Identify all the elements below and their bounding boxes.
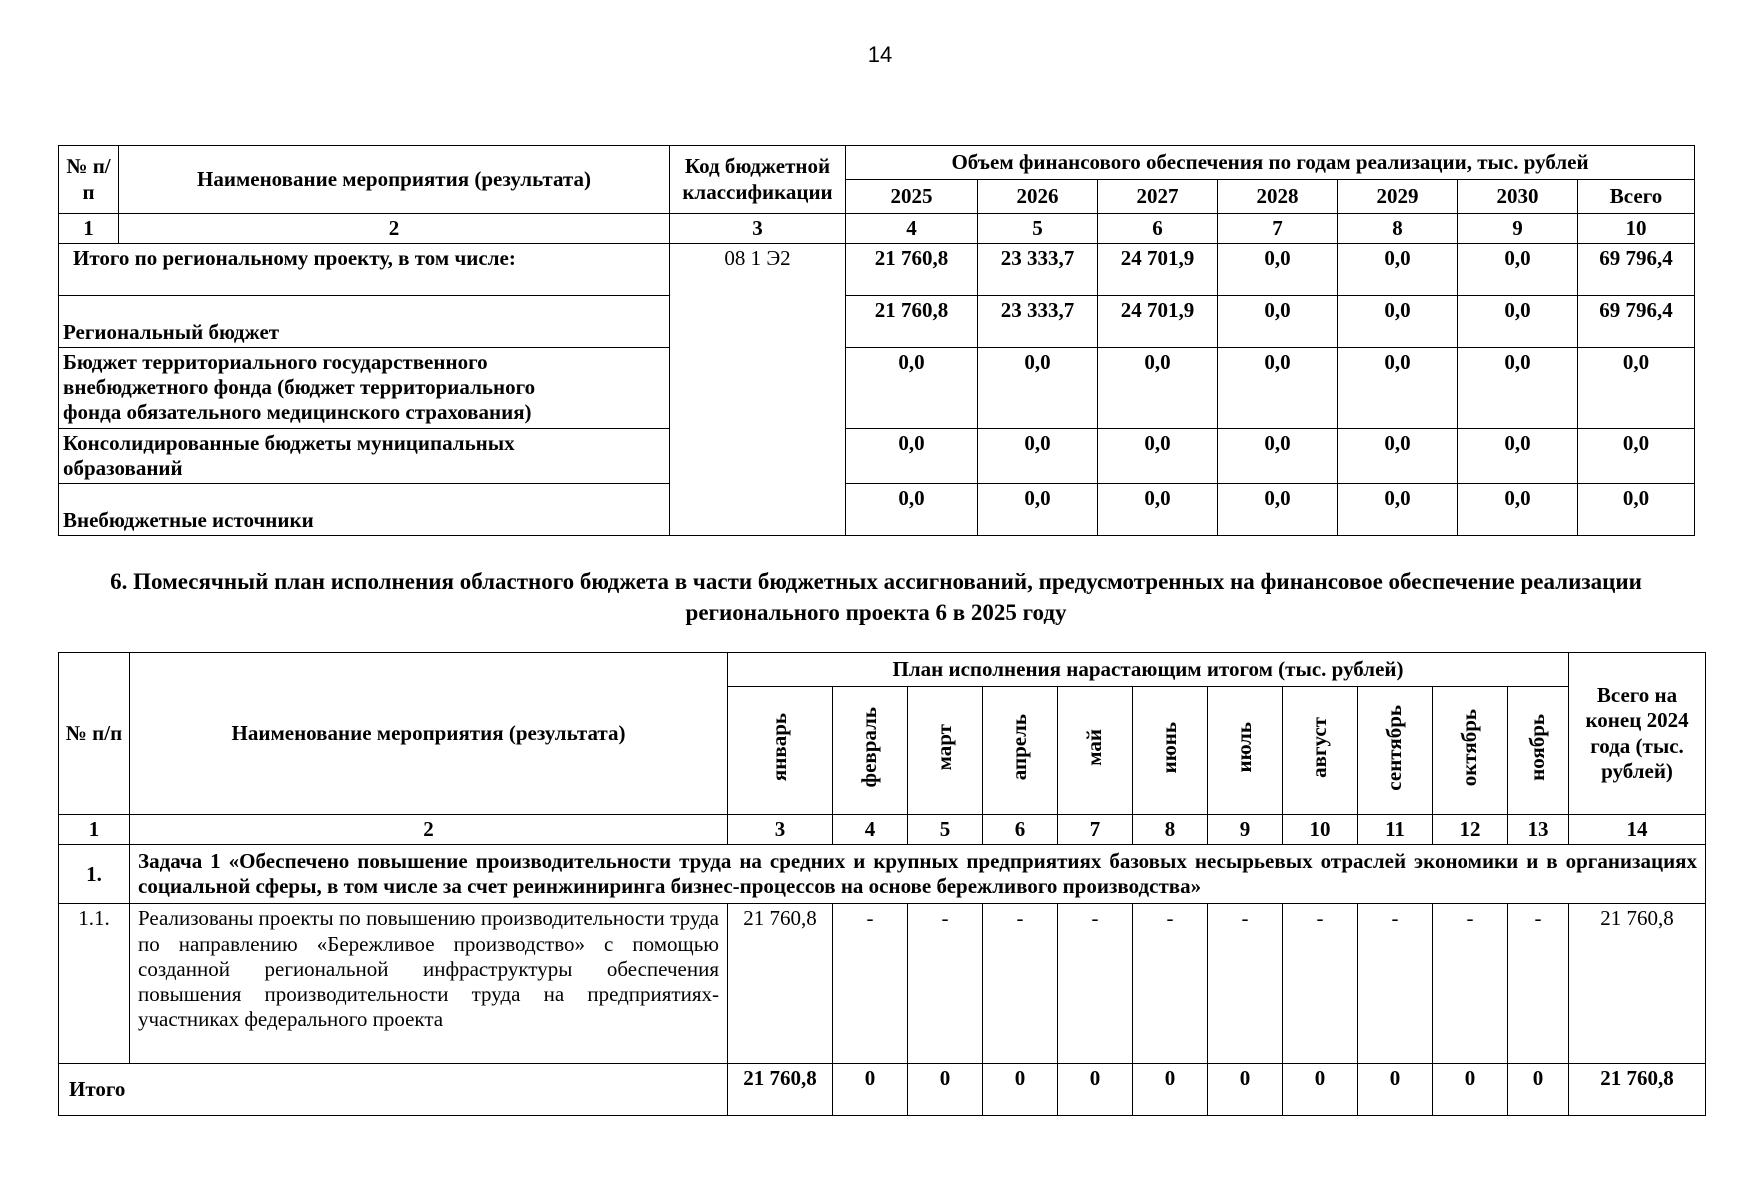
header-month: март (908, 687, 983, 815)
col-number: 7 (1058, 815, 1133, 845)
cell-value: 0 (983, 1064, 1058, 1116)
row-name: Итого по региональному проекту, в том числе: (59, 244, 670, 296)
col-number: 10 (1578, 214, 1695, 244)
cell-value: - (1283, 904, 1358, 1064)
col-number: 2 (130, 815, 728, 845)
col-number: 3 (728, 815, 833, 845)
header-year: 2028 (1218, 180, 1338, 214)
cell-value: - (1433, 904, 1508, 1064)
table-row (59, 244, 1695, 296)
cell-value: - (833, 904, 908, 1064)
header-month: январь (728, 687, 833, 815)
header-month: август (1283, 687, 1358, 815)
col-number: 1 (59, 214, 119, 244)
col-number: 2 (119, 214, 670, 244)
row-name: Внебюджетные источники (59, 483, 670, 535)
col-number: 10 (1283, 815, 1358, 845)
cell-value: 0,0 (1578, 483, 1695, 535)
cell-value: 0,0 (1338, 483, 1458, 535)
header-month: февраль (833, 687, 908, 815)
header-name: Наименование мероприятия (результата) (119, 146, 670, 214)
cell-value: 23 333,7 (978, 296, 1098, 348)
cell-value: 21 760,8 (846, 244, 978, 296)
col-number: 6 (983, 815, 1058, 845)
col-number: 5 (908, 815, 983, 845)
header-code: Код бюджетной классификации (670, 146, 846, 214)
header-month: апрель (983, 687, 1058, 815)
cell-value: 0,0 (1338, 348, 1458, 429)
table-row (59, 348, 1695, 429)
row-name: Бюджет территориального государственного внебюджетного фонда (бюджет территориального фонда обязательного медицинского страхования) (59, 348, 670, 429)
row-name: Консолидированные бюджеты муниципальных образований (59, 428, 670, 483)
financing-table (58, 145, 1695, 536)
col-number: 11 (1358, 815, 1433, 845)
section-title: 6. Помесячный план исполнения областного бюджета в части бюджетных ассигнований, предусмотренных на финансовое обеспечение реализации регионального проекта 6 в 2025 году (110, 569, 1642, 625)
cell-value: 0,0 (846, 348, 978, 429)
cell-value: 0,0 (1458, 428, 1578, 483)
cell-total: 21 760,8 (1569, 904, 1706, 1064)
header-month: ноябрь (1508, 687, 1569, 815)
cell-value: 0 (1133, 1064, 1208, 1116)
cell-value: - (1133, 904, 1208, 1064)
col-number: 4 (833, 815, 908, 845)
table-row (59, 483, 1695, 535)
item-num: 1.1. (59, 904, 130, 1064)
table-row (59, 904, 1706, 1064)
cell-value: 0,0 (1218, 483, 1338, 535)
cell-value: - (1208, 904, 1283, 1064)
header-month: июль (1208, 687, 1283, 815)
cell-value: - (1508, 904, 1569, 1064)
cell-value: 0,0 (1218, 348, 1338, 429)
cell-value: 23 333,7 (978, 244, 1098, 296)
cell-value: 24 701,9 (1098, 296, 1218, 348)
col-number: 8 (1133, 815, 1208, 845)
header-total: Всего (1578, 180, 1695, 214)
cell-value: 0 (1283, 1064, 1358, 1116)
cell-value: 0,0 (978, 348, 1098, 429)
cell-value: 0,0 (1218, 296, 1338, 348)
cell-value: 0,0 (1098, 428, 1218, 483)
col-number: 6 (1098, 214, 1218, 244)
page-number: 14 (867, 42, 893, 67)
itogo-row (59, 1064, 1706, 1116)
cell-value: - (908, 904, 983, 1064)
header-name: Наименование мероприятия (результата) (130, 653, 728, 815)
cell-value: - (1058, 904, 1133, 1064)
col-number: 13 (1508, 815, 1569, 845)
task-num: 1. (59, 845, 130, 904)
header-month: июнь (1133, 687, 1208, 815)
itogo-label: Итого (59, 1064, 728, 1116)
cell-value: 0,0 (1458, 244, 1578, 296)
col-number: 9 (1208, 815, 1283, 845)
cell-value: 0,0 (1098, 483, 1218, 535)
cell-value: 0,0 (1098, 348, 1218, 429)
cell-value: 0 (833, 1064, 908, 1116)
cell-value: - (983, 904, 1058, 1064)
header-num: № п/п (59, 653, 130, 815)
col-number: 9 (1458, 214, 1578, 244)
cell-value: 0,0 (978, 428, 1098, 483)
cell-value: 0 (1358, 1064, 1433, 1116)
header-month: октябрь (1433, 687, 1508, 815)
item-text: Реализованы проекты по повышению производительности труда по направлению «Бережливое производство» с помощью созданной региональной инфраструктуры обеспечения повышения производительности труда на предприятиях-участниках федерального проекта (130, 904, 728, 1064)
col-number: 5 (978, 214, 1098, 244)
cell-value: 0,0 (1338, 244, 1458, 296)
cell-value: 0,0 (1458, 483, 1578, 535)
col-number: 3 (670, 214, 846, 244)
cell-value: 21 760,8 (728, 904, 833, 1064)
col-number: 4 (846, 214, 978, 244)
col-number: 1 (59, 815, 130, 845)
task-text: Задача 1 «Обеспечено повышение производительности труда на средних и крупных предприятиях базовых несырьевых отраслей экономики и в организациях социальной сферы, в том числе за счет реинжиниринга бизнес-процессов на основе бережливого производства» (130, 845, 1706, 904)
monthly-plan-table (58, 652, 1706, 1116)
cell-value: 0,0 (1458, 296, 1578, 348)
header-volume: Объем финансового обеспечения по годам реализации, тыс. рублей (846, 146, 1695, 180)
cell-value: 0 (1433, 1064, 1508, 1116)
cell-value: 0,0 (978, 483, 1098, 535)
cell-value: 24 701,9 (1098, 244, 1218, 296)
header-year: 2025 (846, 180, 978, 214)
col-number: 8 (1338, 214, 1458, 244)
header-year: 2026 (978, 180, 1098, 214)
cell-value: 69 796,4 (1578, 296, 1695, 348)
cell-value: 0,0 (1218, 244, 1338, 296)
header-plan: План исполнения нарастающим итогом (тыс. рублей) (728, 653, 1569, 687)
table-row (59, 428, 1695, 483)
header-year: 2029 (1338, 180, 1458, 214)
cell-value: 0,0 (846, 428, 978, 483)
cell-value: 0,0 (846, 483, 978, 535)
cell-value: 0,0 (1458, 348, 1578, 429)
table-row (59, 296, 1695, 348)
cell-value: 0 (1508, 1064, 1569, 1116)
cell-value: - (1358, 904, 1433, 1064)
header-month: май (1058, 687, 1133, 815)
col-number: 7 (1218, 214, 1338, 244)
col-number: 12 (1433, 815, 1508, 845)
header-total: Всего на конец 2024 года (тыс. рублей) (1569, 653, 1706, 815)
header-month: сентябрь (1358, 687, 1433, 815)
cell-total: 21 760,8 (1569, 1064, 1706, 1116)
task-row (59, 845, 1706, 904)
cell-value: 21 760,8 (846, 296, 978, 348)
cell-value: 0,0 (1578, 428, 1695, 483)
budget-code: 08 1 Э2 (670, 244, 846, 536)
cell-value: 0 (908, 1064, 983, 1116)
header-year: 2027 (1098, 180, 1218, 214)
cell-value: 0,0 (1218, 428, 1338, 483)
header-year: 2030 (1458, 180, 1578, 214)
cell-value: 69 796,4 (1578, 244, 1695, 296)
cell-value: 0 (1058, 1064, 1133, 1116)
cell-value: 0 (1208, 1064, 1283, 1116)
row-name: Региональный бюджет (59, 296, 670, 348)
cell-value: 0,0 (1338, 428, 1458, 483)
col-number: 14 (1569, 815, 1706, 845)
cell-value: 21 760,8 (728, 1064, 833, 1116)
cell-value: 0,0 (1338, 296, 1458, 348)
cell-value: 0,0 (1578, 348, 1695, 429)
header-num: № п/п (59, 146, 119, 214)
